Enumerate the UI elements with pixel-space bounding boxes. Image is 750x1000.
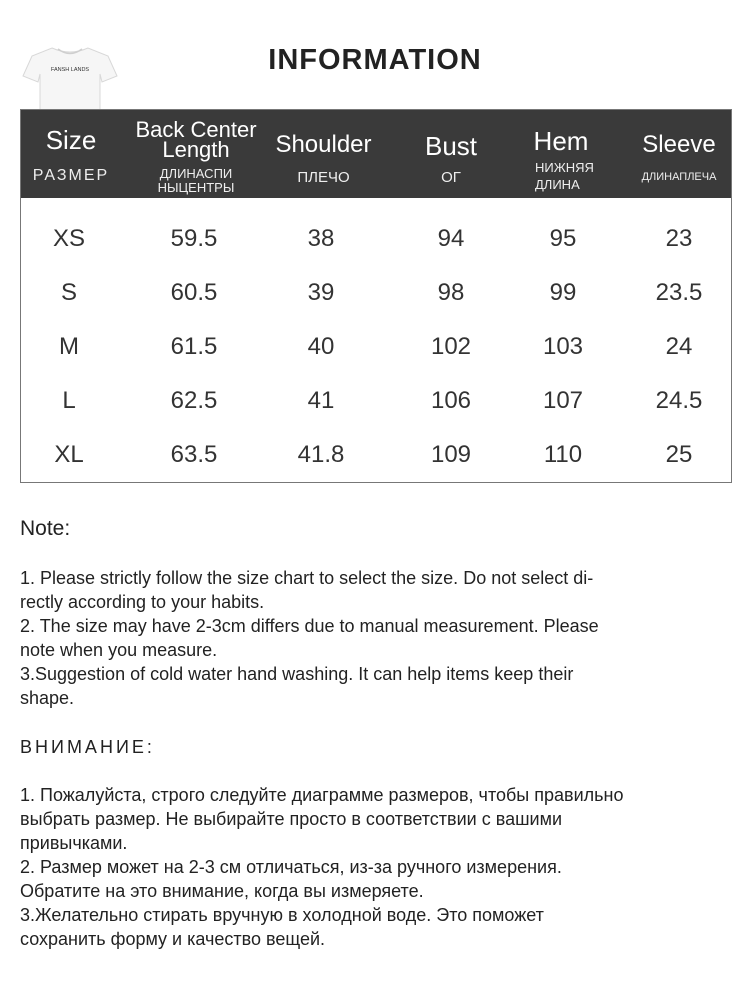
size-chart-table bbox=[20, 109, 732, 483]
header-bust-en: Bust bbox=[424, 131, 478, 161]
table-row bbox=[21, 320, 731, 374]
note-line-ru: 1. Пожалуйста, строго следуйте диаграмме размеров, чтобы правильно bbox=[20, 785, 624, 805]
header-bust bbox=[401, 110, 501, 198]
cell-hem: 103 bbox=[542, 333, 584, 360]
cell-bust: 106 bbox=[430, 387, 472, 414]
table-header bbox=[21, 110, 731, 198]
cell-back-length: 61.5 bbox=[170, 333, 218, 360]
cell-hem: 99 bbox=[549, 279, 577, 306]
cell-back-length: 60.5 bbox=[170, 279, 218, 306]
header-sleeve-ru: ДЛИНАПЛЕЧА bbox=[641, 171, 717, 183]
note-line-ru: привычками. bbox=[20, 833, 128, 853]
header-sleeve bbox=[624, 110, 734, 198]
cell-size: S bbox=[60, 279, 77, 306]
cell-shoulder: 41 bbox=[307, 387, 335, 414]
cell-sleeve: 23.5 bbox=[655, 279, 703, 306]
header-size-ru: РАЗМЕР bbox=[32, 167, 110, 184]
note-line-ru: 3.Желательно стирать вручную в холодной воде. Это поможет bbox=[20, 905, 544, 925]
note-line-ru: 2. Размер может на 2-3 см отличаться, из-за ручного измерения. bbox=[20, 857, 562, 877]
header-back-length-en-1: Back Center bbox=[135, 117, 257, 142]
cell-bust: 98 bbox=[437, 279, 465, 306]
note-line: rectly according to your habits. bbox=[20, 592, 265, 612]
cell-back-length: 63.5 bbox=[170, 441, 218, 468]
note-line: note when you measure. bbox=[20, 640, 218, 660]
header-shoulder-en: Shoulder bbox=[275, 131, 372, 158]
header-size bbox=[21, 110, 121, 198]
header-hem-ru-1: НИЖНЯЯ bbox=[535, 160, 594, 175]
header-hem-en: Hem bbox=[533, 126, 589, 156]
note-line-ru: выбрать размер. Не выбирайте просто в соответствии с вашими bbox=[20, 809, 563, 829]
header-back-length-ru-1: ДЛИНАСПИ bbox=[159, 166, 233, 181]
header-shoulder bbox=[266, 110, 381, 198]
cell-back-length: 62.5 bbox=[170, 387, 218, 414]
cell-sleeve: 24 bbox=[665, 333, 693, 360]
cell-bust: 109 bbox=[430, 441, 472, 468]
cell-shoulder: 38 bbox=[307, 225, 335, 252]
note-line: shape. bbox=[20, 688, 75, 708]
header-back-length-ru-2: НЫЦЕНТРЫ bbox=[157, 180, 235, 195]
note-line-ru: сохранить форму и качество вещей. bbox=[20, 929, 326, 949]
cell-shoulder: 40 bbox=[307, 333, 335, 360]
cell-size: L bbox=[62, 387, 76, 414]
header-back-length-en-2: Length bbox=[162, 137, 230, 162]
table-row bbox=[21, 374, 731, 428]
tshirt-brand-text: FANSH LANDS bbox=[50, 67, 90, 73]
header-size-en: Size bbox=[45, 125, 97, 155]
page-title: INFORMATION bbox=[268, 44, 482, 76]
cell-back-length: 59.5 bbox=[170, 225, 218, 252]
table-row bbox=[21, 212, 731, 266]
cell-size: M bbox=[59, 333, 79, 360]
cell-sleeve: 25 bbox=[665, 441, 693, 468]
cell-shoulder: 39 bbox=[307, 279, 335, 306]
cell-hem: 107 bbox=[542, 387, 584, 414]
cell-size: XL bbox=[54, 441, 84, 468]
note-title-ru: ВНИМАНИЕ: bbox=[20, 737, 155, 757]
header-back-length bbox=[126, 110, 266, 198]
header-bust-ru: ОГ bbox=[441, 169, 461, 186]
cell-bust: 102 bbox=[430, 333, 472, 360]
cell-sleeve: 23 bbox=[665, 225, 693, 252]
header-hem-ru-2: ДЛИНА bbox=[535, 177, 580, 192]
header-hem bbox=[511, 110, 611, 198]
note-line: 3.Suggestion of cold water hand washing. It can help items keep their bbox=[20, 664, 574, 684]
note-line: 2. The size may have 2-3cm differs due to manual measurement. Please bbox=[20, 616, 599, 636]
cell-hem: 95 bbox=[549, 225, 577, 252]
cell-shoulder: 41.8 bbox=[297, 441, 345, 468]
table-row bbox=[21, 428, 731, 482]
header-sleeve-en: Sleeve bbox=[642, 131, 716, 158]
note-line-ru: Обратите на это внимание, когда вы измеряете. bbox=[20, 881, 424, 901]
cell-bust: 94 bbox=[437, 225, 465, 252]
header-shoulder-ru: ПЛЕЧО bbox=[297, 169, 350, 186]
cell-sleeve: 24.5 bbox=[655, 387, 703, 414]
note-line: 1. Please strictly follow the size chart to select the size. Do not select di- bbox=[20, 568, 594, 588]
note-title: Note: bbox=[20, 517, 71, 540]
cell-size: XS bbox=[52, 225, 85, 252]
cell-hem: 110 bbox=[543, 441, 583, 468]
table-row bbox=[21, 266, 731, 320]
